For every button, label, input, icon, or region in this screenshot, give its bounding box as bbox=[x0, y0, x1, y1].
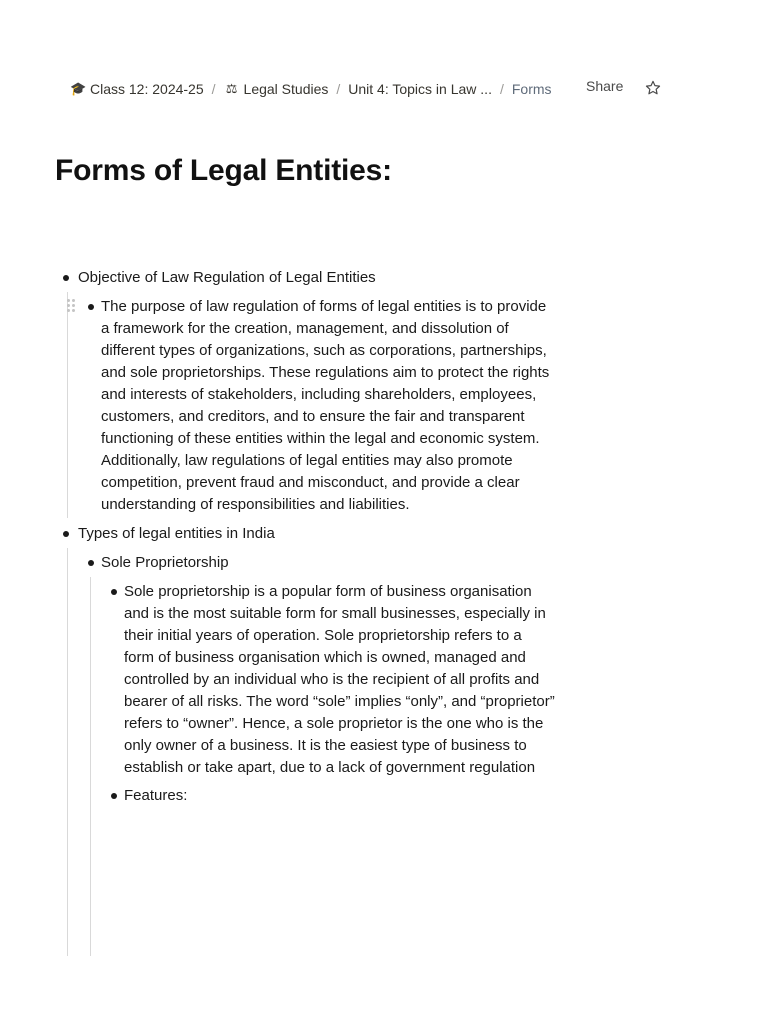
indent-guide bbox=[90, 577, 91, 956]
paragraph-line: establish or take apart, due to a lack of government regulation bbox=[124, 759, 536, 776]
bullet-dot bbox=[111, 589, 117, 595]
paragraph-line: bearer of all risks. The word “sole” implies “only”, and “proprietor” bbox=[124, 693, 555, 710]
paragraph-line: controlled by an individual who is the recipient of all profits and bbox=[124, 671, 540, 688]
paragraph-line: and interests of stakeholders, including shareholders, employees, bbox=[101, 386, 537, 403]
breadcrumb-item-current[interactable] bbox=[512, 81, 552, 97]
paragraph-line: their initial years of operation. Sole proprietorship refers to a bbox=[124, 627, 522, 644]
star-icon[interactable] bbox=[644, 79, 662, 97]
indent-guide bbox=[67, 548, 68, 956]
breadcrumb-item-class[interactable] bbox=[70, 81, 204, 97]
breadcrumb-label: Forms bbox=[511, 81, 552, 97]
bullet-dot bbox=[88, 560, 94, 566]
list-item-features[interactable]: Features: bbox=[124, 787, 188, 804]
paragraph-line: form of business organisation which is owned, managed and bbox=[124, 649, 526, 666]
paragraph-line: Additionally, law regulations of legal entities may also promote bbox=[101, 452, 513, 469]
list-item-types[interactable]: Types of legal entities in India bbox=[78, 525, 275, 542]
page-title: Forms of Legal Entities: bbox=[55, 154, 392, 187]
paragraph-line: a framework for the creation, management, and dissolution of bbox=[101, 320, 509, 337]
breadcrumb-label: Legal Studies bbox=[243, 81, 329, 97]
scales-icon: ⚖ bbox=[225, 81, 238, 96]
breadcrumb bbox=[70, 78, 668, 100]
paragraph-line: competition, prevent fraud and misconduct, and provide a clear bbox=[101, 474, 520, 491]
share-button[interactable]: Share bbox=[586, 78, 624, 94]
breadcrumb-separator: / bbox=[211, 81, 216, 97]
breadcrumb-separator: / bbox=[336, 81, 341, 97]
list-item-objective-text[interactable] bbox=[101, 296, 621, 516]
paragraph-line: refers to “owner”. Hence, a sole proprietor is the one who is the bbox=[124, 715, 544, 732]
bullet-dot bbox=[111, 793, 117, 799]
breadcrumb-label: Class 12: 2024-25 bbox=[90, 81, 204, 97]
breadcrumb-label: Unit 4: Topics in Law ... bbox=[348, 81, 492, 97]
paragraph-line: different types of organizations, such as corporations, partnerships, bbox=[101, 342, 547, 359]
drag-handle-icon[interactable] bbox=[67, 299, 77, 315]
breadcrumb-separator: / bbox=[499, 81, 504, 97]
bullet-dot bbox=[88, 304, 94, 310]
paragraph-line: The purpose of law regulation of forms of legal entities is to provide bbox=[101, 298, 547, 315]
paragraph-line: functioning of these entities within the legal and economic system. bbox=[101, 430, 540, 447]
paragraph-line: and sole proprietorships. These regulations aim to protect the rights bbox=[101, 364, 550, 381]
paragraph-line: understanding of responsibilities and liabilities. bbox=[101, 496, 410, 513]
list-item-sole-text[interactable] bbox=[124, 581, 624, 779]
graduation-cap-icon: 🎓 bbox=[70, 81, 87, 96]
bullet-dot bbox=[63, 275, 69, 281]
breadcrumb-item-legal-studies[interactable] bbox=[224, 81, 329, 97]
list-item-sole-proprietorship[interactable]: Sole Proprietorship bbox=[101, 554, 229, 571]
breadcrumb-item-unit[interactable] bbox=[348, 81, 492, 97]
paragraph-line: Sole proprietorship is a popular form of business organisation bbox=[124, 583, 532, 600]
paragraph-line: customers, and creditors, and to ensure the fair and transparent bbox=[101, 408, 525, 425]
paragraph-line: and is the most suitable form for small businesses, especially in bbox=[124, 605, 546, 622]
list-item-objective[interactable]: Objective of Law Regulation of Legal Entities bbox=[78, 269, 376, 286]
indent-guide bbox=[67, 292, 68, 518]
paragraph-line: only owner of a business. It is the easiest type of business to bbox=[124, 737, 527, 754]
bullet-dot bbox=[63, 531, 69, 537]
